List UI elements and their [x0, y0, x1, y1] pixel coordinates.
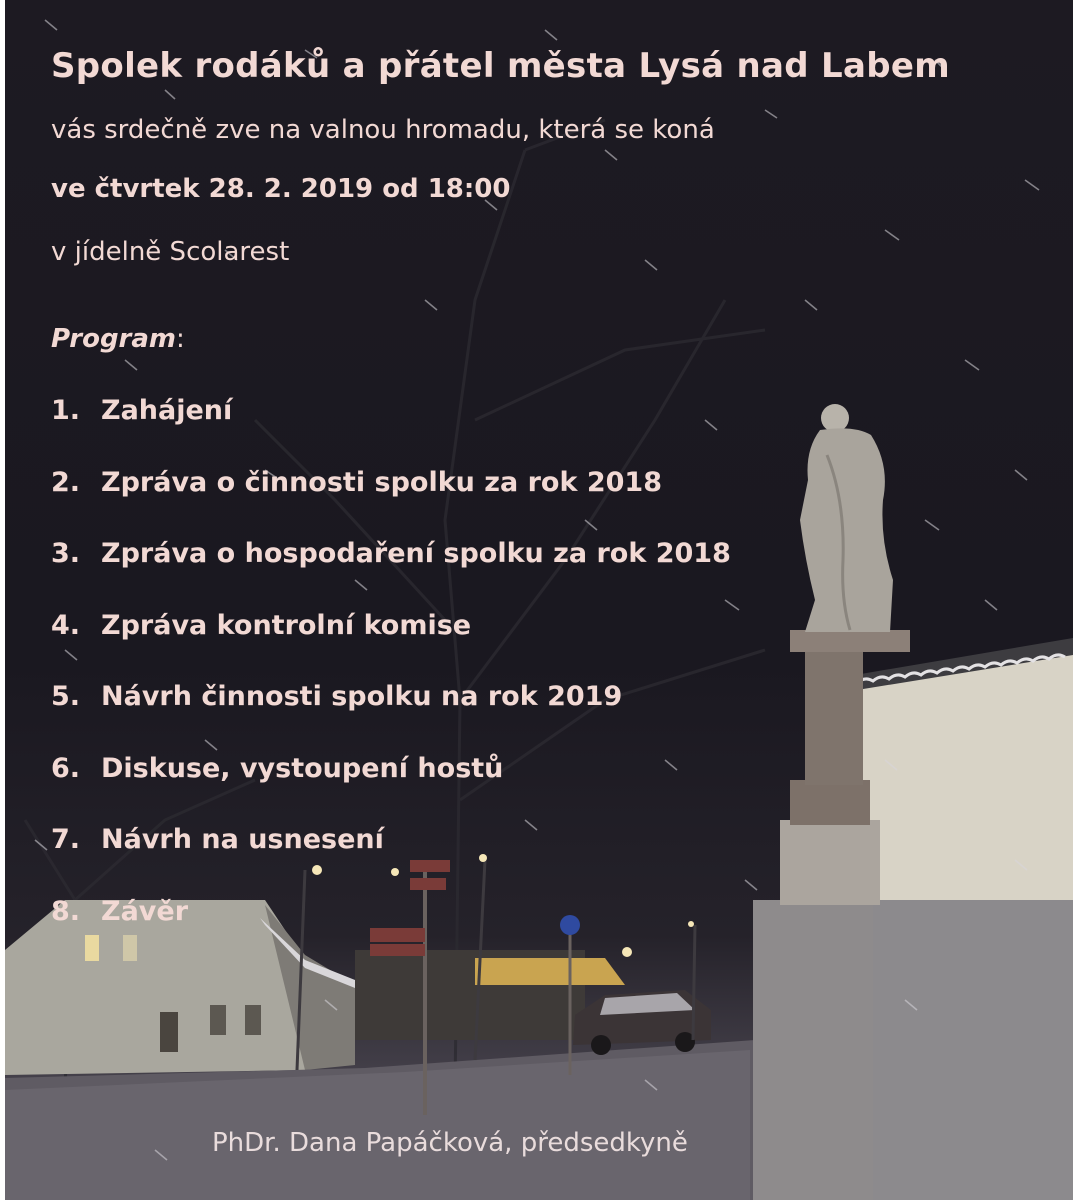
agenda-item: [51, 681, 731, 753]
parked-car: [573, 990, 711, 1055]
agenda-item-text: Zpráva o činnosti spolku za rok 2018: [101, 466, 662, 498]
agenda-list: [51, 395, 731, 967]
agenda-item: [51, 824, 731, 896]
agenda-item: [51, 467, 731, 539]
agenda-item-text: Zpráva o hospodaření spolku za rok 2018: [101, 538, 731, 569]
agenda-item: [51, 538, 731, 610]
agenda-item-number: 1.: [51, 395, 81, 426]
white-wall: [855, 638, 1073, 1200]
agenda-item-number: 8.: [51, 895, 81, 927]
agenda-item-number: 7.: [51, 824, 81, 855]
agenda-item-text: Návrh činnosti spolku na rok 2019: [101, 681, 623, 712]
agenda-item: [51, 896, 731, 968]
saint-statue: [800, 404, 893, 632]
agenda-item-number: 2.: [51, 466, 81, 498]
agenda-item-number: 3.: [51, 538, 81, 569]
agenda-item: [51, 395, 731, 467]
program-heading-word: Program: [51, 324, 177, 354]
signature: PhDr. Dana Papáčková, předsedkyně: [212, 1128, 688, 1158]
invitation-poster: [5, 0, 1073, 1200]
agenda-item-number: 4.: [51, 609, 81, 641]
event-date-time: ve čtvrtek 28. 2. 2019 od 18:00: [51, 174, 511, 204]
agenda-item-number: 5.: [51, 681, 81, 712]
agenda-item-number: 6.: [51, 752, 81, 784]
agenda-item: [51, 753, 731, 825]
program-heading: [51, 324, 185, 354]
association-title: Spolek rodáků a přátel města Lysá nad Labem: [51, 46, 950, 86]
agenda-item-text: Zpráva kontrolní komise: [101, 609, 472, 641]
agenda-item-text: Zahájení: [101, 395, 233, 426]
agenda-item-text: Závěr: [101, 895, 189, 927]
agenda-item: [51, 610, 731, 682]
event-venue: v jídelně Scolarest: [51, 237, 290, 267]
program-heading-colon: :: [176, 324, 185, 354]
invitation-line: vás srdečně zve na valnou hromadu, která se koná: [51, 115, 715, 145]
agenda-item-text: Návrh na usnesení: [101, 824, 384, 855]
agenda-item-text: Diskuse, vystoupení hostů: [101, 752, 504, 784]
